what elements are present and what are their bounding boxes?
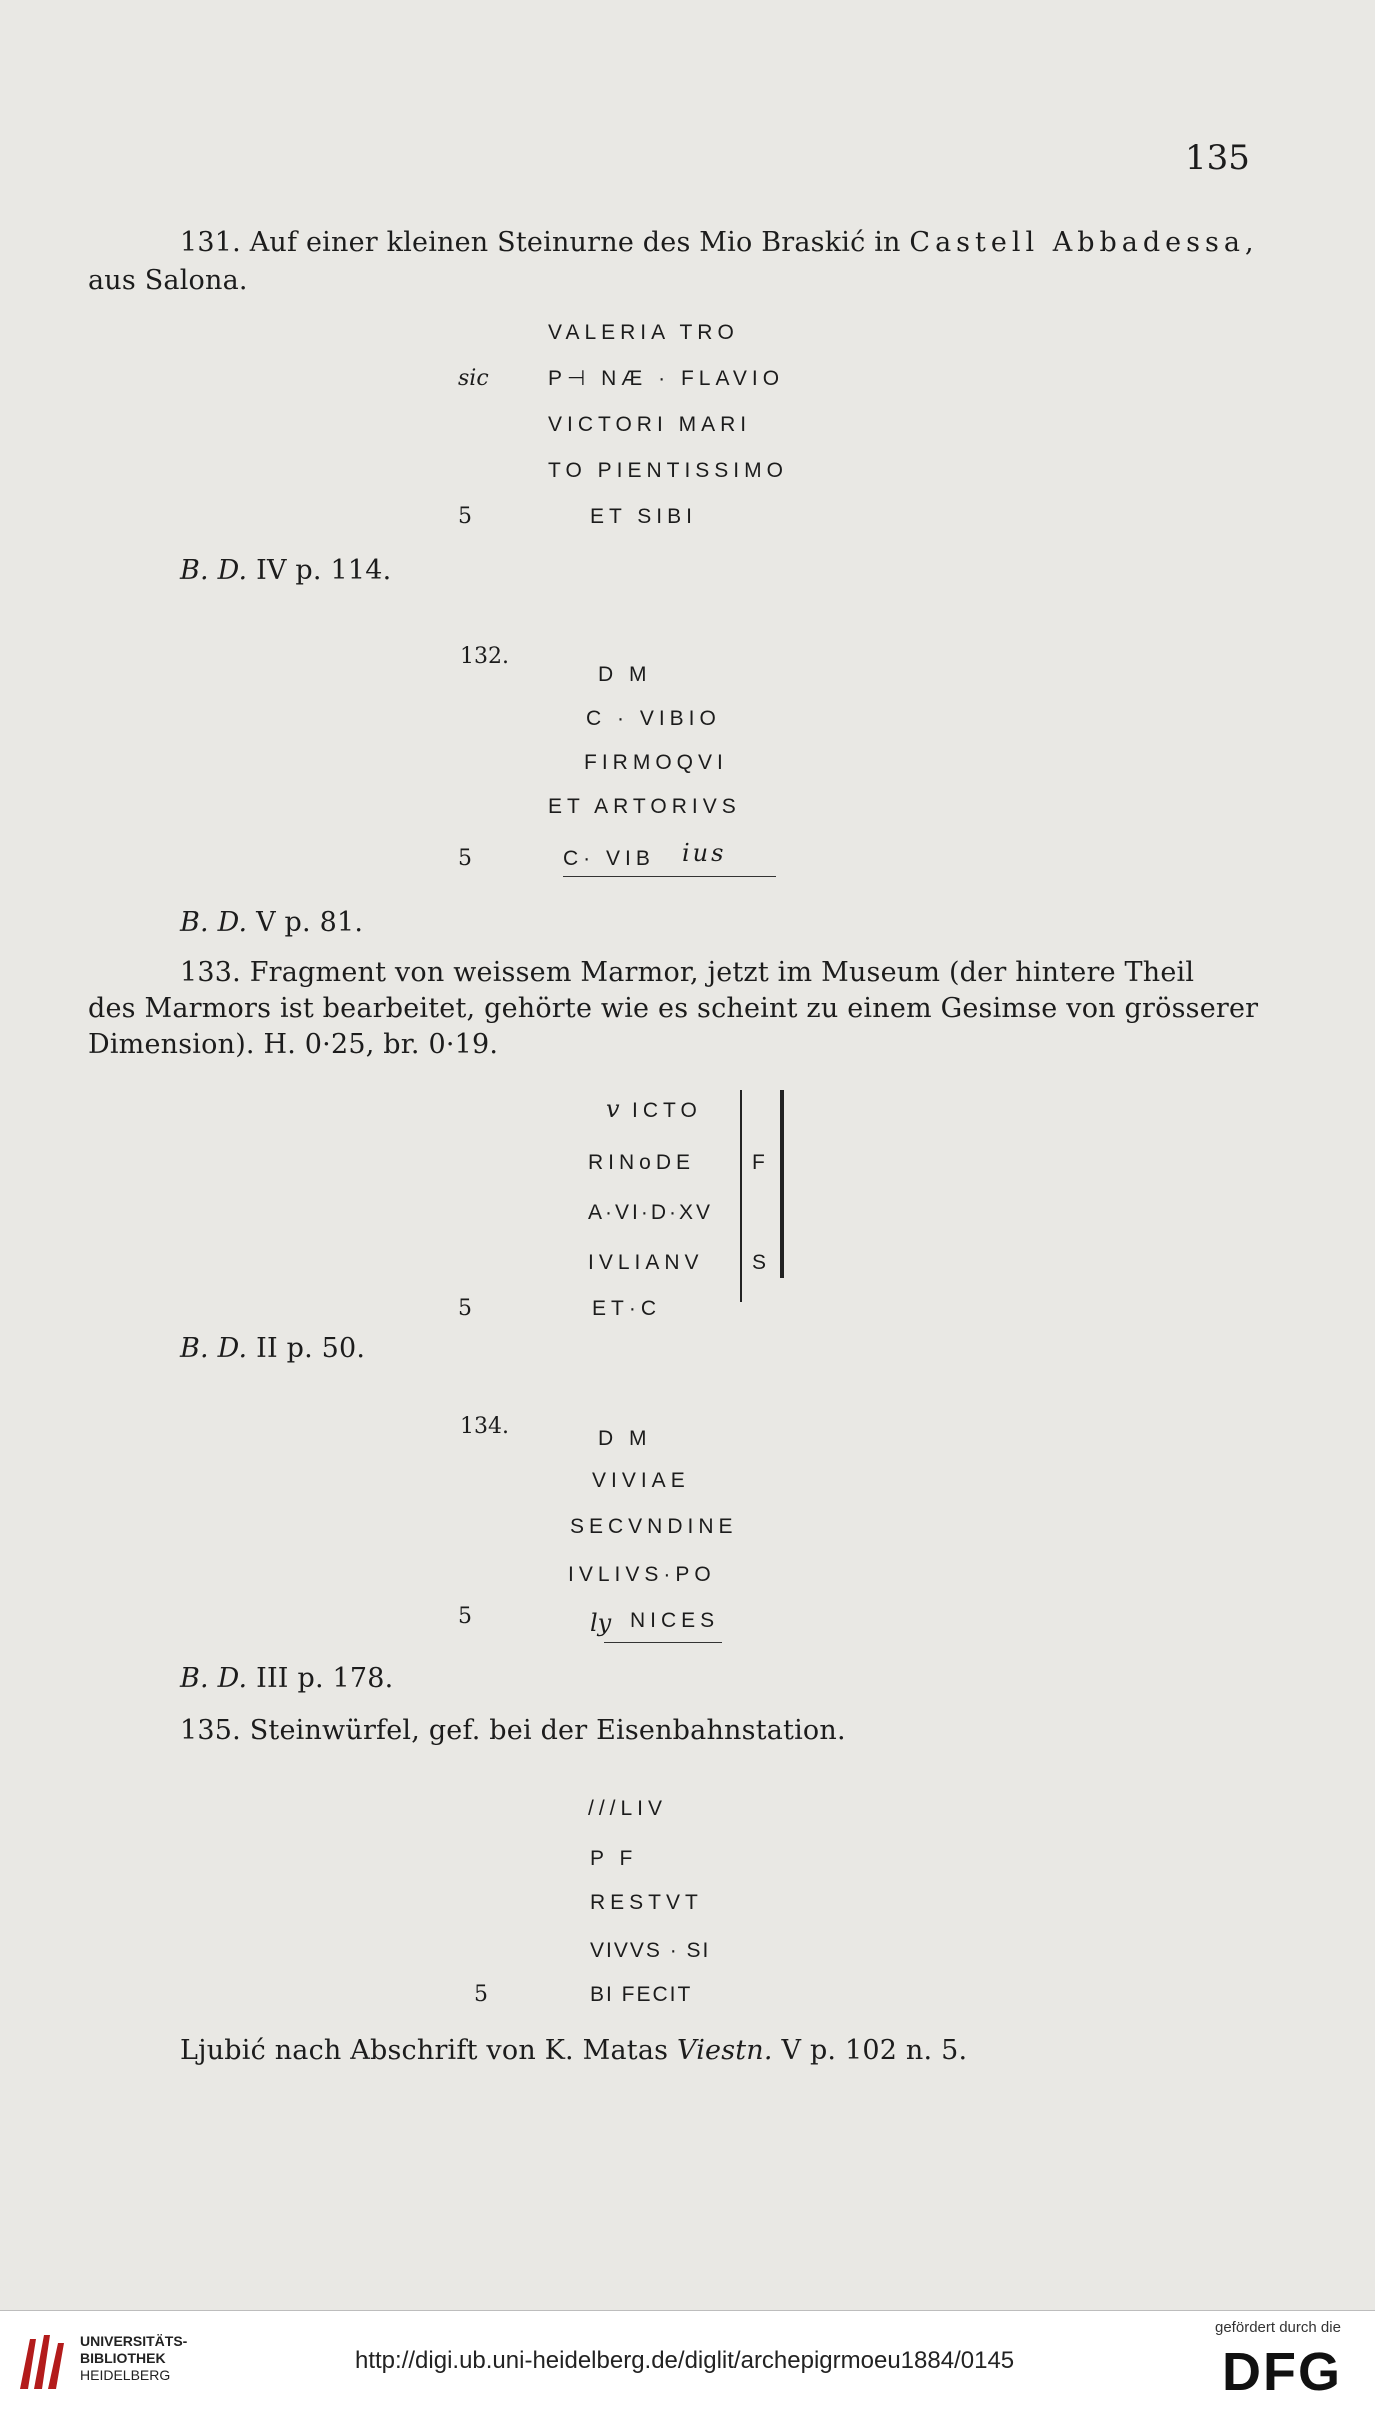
dfg-logo: DFG bbox=[1222, 2342, 1342, 2402]
library-name-line-2: BIBLIOTHEK bbox=[80, 2350, 166, 2366]
entry-131-ref-text: IV p. 114. bbox=[256, 555, 392, 586]
entry-132-supplement: ius bbox=[682, 839, 727, 867]
entry-133-inscription-line-4: IVLIANV bbox=[588, 1251, 704, 1274]
footer-bar bbox=[0, 2310, 1375, 2413]
entry-134-ref-text: III p. 178. bbox=[256, 1663, 394, 1694]
bd-abbrev: B. D. bbox=[180, 907, 248, 938]
bd-abbrev: B. D. bbox=[180, 1333, 248, 1364]
entry-134-reference bbox=[180, 1664, 393, 1694]
bd-abbrev: B. D. bbox=[180, 1663, 248, 1694]
entry-133-reference bbox=[180, 1334, 365, 1364]
entry-135-source-text: Ljubić nach Abschrift von K. Matas bbox=[180, 2035, 677, 2066]
entry-134-inscription-line-2: VIVIAE bbox=[592, 1469, 690, 1492]
entry-133-supplement: v bbox=[606, 1095, 620, 1123]
entry-132-underline bbox=[563, 876, 776, 877]
entry-133-break-line bbox=[740, 1090, 742, 1302]
entry-131-text: 131. Auf einer kleinen Steinurne des Mio Braskić in bbox=[180, 227, 910, 258]
entry-131-reference bbox=[180, 556, 391, 586]
entry-132-line-number: 5 bbox=[458, 846, 472, 871]
library-logo-icon bbox=[14, 2329, 70, 2395]
entry-135-inscription-line-5: BI FECIT bbox=[590, 1983, 693, 2006]
entry-131-inscription-line-2: P⊣ NÆ · FLAVIO bbox=[548, 367, 785, 390]
entry-133-ref-text: II p. 50. bbox=[256, 1333, 366, 1364]
bd-abbrev: B. D. bbox=[180, 555, 248, 586]
entry-135-source-journal: Viestn. bbox=[676, 2035, 773, 2066]
entry-135-source-end: V p. 102 n. 5. bbox=[772, 2035, 968, 2066]
funding-note: gefördert durch die bbox=[1215, 2319, 1341, 2336]
entry-134-inscription-line-1: D M bbox=[598, 1427, 652, 1450]
entry-134-inscription-line-4: IVLIVS·PO bbox=[568, 1563, 716, 1586]
entry-135-inscription-line-3: RESTVT bbox=[590, 1891, 703, 1914]
entry-134-inscription-line-3: SECVNDINE bbox=[570, 1515, 738, 1538]
entry-134-supplement: ly bbox=[590, 1609, 612, 1637]
entry-133-text-line-2: des Marmors ist bearbeitet, gehörte wie es scheint zu einem Gesimse von grösserer bbox=[88, 993, 1259, 1024]
entry-132-number: 132. bbox=[460, 644, 509, 669]
entry-131-inscription-line-3: VICTORI MARI bbox=[548, 413, 752, 436]
source-url-link[interactable]: http://digi.ub.uni-heidelberg.de/diglit/archepigrmoeu1884/0145 bbox=[355, 2347, 1015, 2374]
library-name-line-3: HEIDELBERG bbox=[80, 2367, 171, 2383]
entry-131-heading bbox=[180, 228, 1259, 258]
entry-131-sic-note: sic bbox=[458, 366, 489, 391]
entry-133-text-line-1: 133. Fragment von weissem Marmor, jetzt im Museum (der hintere Theil bbox=[180, 957, 1195, 988]
entry-135-source bbox=[180, 2036, 967, 2066]
entry-131-line2: aus Salona. bbox=[88, 265, 248, 296]
entry-134-underline bbox=[604, 1642, 722, 1643]
entry-134-inscription-line-5: NICES bbox=[630, 1609, 720, 1632]
entry-133-text-line-3: Dimension). H. 0·25, br. 0·19. bbox=[88, 1029, 499, 1060]
page-number: 135 bbox=[1185, 138, 1250, 178]
entry-133-edge-line bbox=[780, 1090, 784, 1278]
entry-133-inscription-line-2: RINoDE bbox=[588, 1151, 696, 1174]
entry-133-inscription-line-5: ET·C bbox=[592, 1297, 661, 1320]
entry-135-inscription-line-1: ///LIV bbox=[588, 1797, 668, 1820]
entry-133-right-letter-2: S bbox=[752, 1251, 772, 1274]
entry-133-inscription-line-3: A·VI·D·XV bbox=[588, 1201, 714, 1224]
entry-132-ref-text: V p. 81. bbox=[256, 907, 364, 938]
entry-135-inscription-line-2: P F bbox=[590, 1847, 638, 1870]
entry-134-number: 134. bbox=[460, 1414, 509, 1439]
library-name bbox=[80, 2333, 187, 2384]
entry-133-inscription-line-1: ICTO bbox=[632, 1099, 702, 1122]
entry-135-text: 135. Steinwürfel, gef. bei der Eisenbahnstation. bbox=[180, 1715, 846, 1746]
entry-131-inscription-line-4: TO PIENTISSIMO bbox=[548, 459, 788, 482]
entry-132-inscription-line-3: FIRMOQVI bbox=[584, 751, 728, 774]
entry-132-inscription-line-4: ET ARTORIVS bbox=[548, 795, 741, 818]
entry-131-place: Castell Abbadessa, bbox=[909, 227, 1259, 258]
entry-133-line-number: 5 bbox=[458, 1296, 472, 1321]
entry-131-inscription-line-1: VALERIA TRO bbox=[548, 321, 739, 344]
entry-132-inscription-line-2: C · VIBIO bbox=[586, 707, 721, 730]
entry-133-right-letter-1: F bbox=[752, 1151, 770, 1174]
entry-134-line-number: 5 bbox=[458, 1604, 472, 1629]
entry-132-inscription-line-1: D M bbox=[598, 663, 652, 686]
entry-132-reference bbox=[180, 908, 363, 938]
entry-132-inscription-line-5: C· VIB bbox=[563, 847, 655, 870]
library-name-line-1: UNIVERSITÄTS- bbox=[80, 2333, 188, 2349]
entry-135-line-number: 5 bbox=[474, 1982, 488, 2007]
entry-135-inscription-line-4: VIVVS · SI bbox=[590, 1939, 711, 1962]
entry-131-line-number: 5 bbox=[458, 504, 472, 529]
entry-131-inscription-line-5: ET SIBI bbox=[590, 505, 697, 528]
